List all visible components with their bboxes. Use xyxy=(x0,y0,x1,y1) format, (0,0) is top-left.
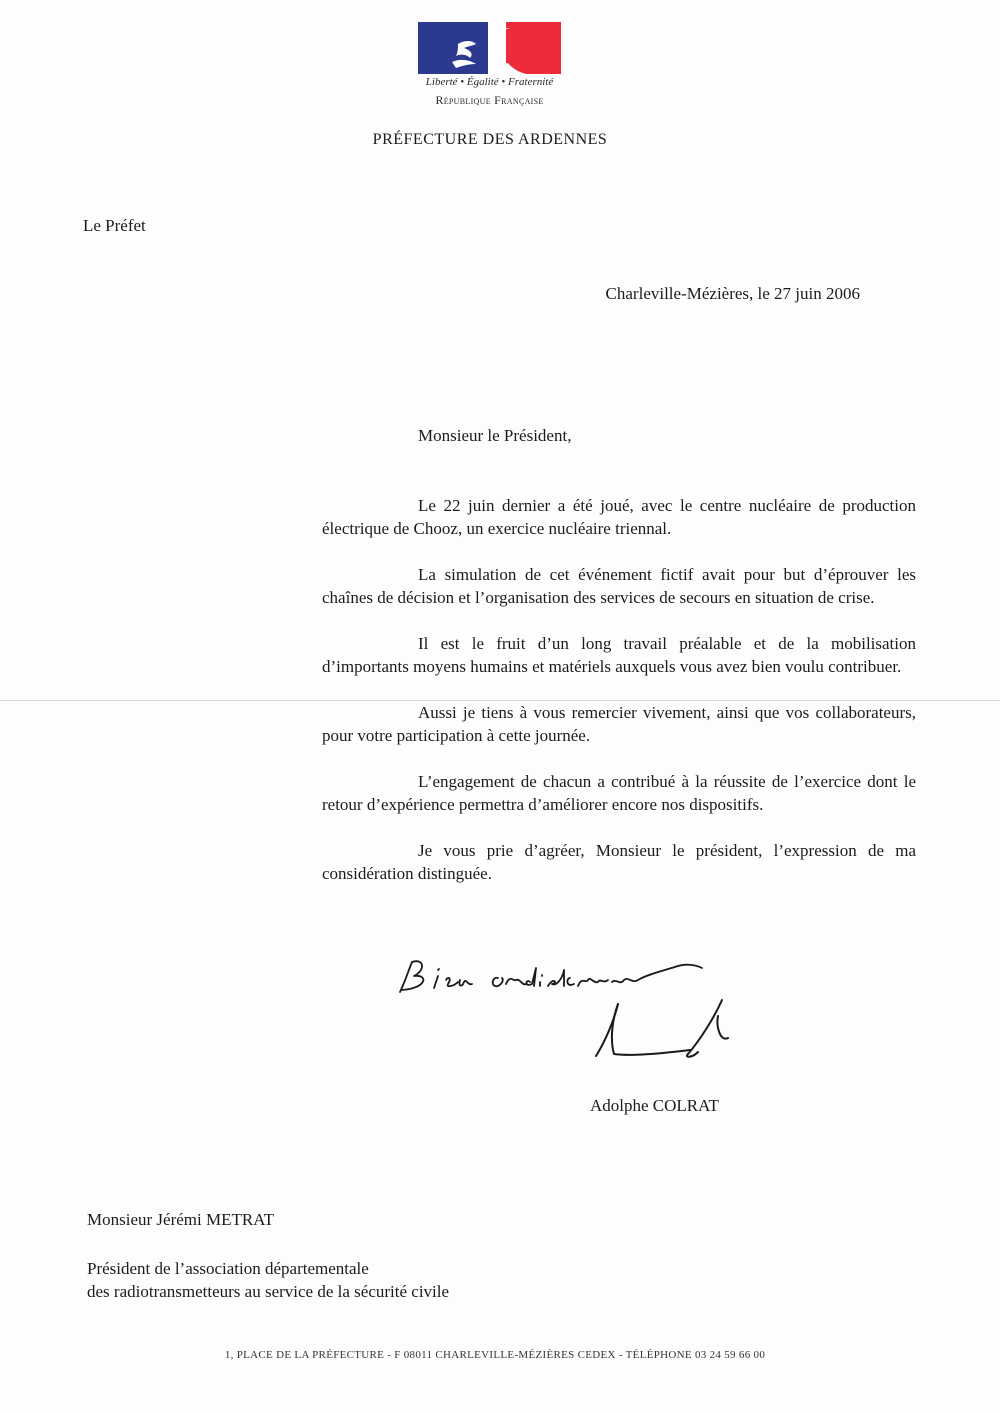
body-paragraph: Il est le fruit d’un long travail préalable et de la mobilisation d’importants moyens humains et matériels auxquels vous avez bien voulu contribuer. xyxy=(322,634,916,676)
motto: Liberté • Égalité • Fraternité xyxy=(425,76,554,88)
marianne-profile-icon xyxy=(418,22,561,74)
signer-name: Adolphe COLRAT xyxy=(590,1096,719,1115)
body-paragraph: Le 22 juin dernier a été joué, avec le centre nucléaire de production électrique de Chooz, un exercice nucléaire triennal. xyxy=(322,496,916,538)
footer-address: 1, PLACE DE LA PRÉFECTURE - F 08011 CHARLEVILLE-MÉZIÈRES CEDEX - TÉLÉPHONE 03 24 59 66 00 xyxy=(224,1349,766,1361)
recipient-title-line: des radiotransmetteurs au service de la sécurité civile xyxy=(87,1282,450,1301)
recipient-title xyxy=(87,1257,449,1303)
prefecture-heading: PRÉFECTURE DES ARDENNES xyxy=(372,131,608,148)
recipient-name: Monsieur Jérémi METRAT xyxy=(87,1210,274,1229)
letter-body xyxy=(322,494,916,908)
salutation: Monsieur le Président, xyxy=(418,426,572,445)
body-paragraph: Aussi je tiens à vous remercier vivement, ainsi que vos collaborateurs, pour votre participation à cette journée. xyxy=(322,703,916,745)
signature xyxy=(588,996,748,1068)
tricolor-flag xyxy=(418,22,561,74)
sender-title: Le Préfet xyxy=(83,216,146,235)
republic-name: République Française xyxy=(435,93,544,107)
date-line: Charleville-Mézières, le 27 juin 2006 xyxy=(605,284,860,303)
handwritten-closing xyxy=(398,956,708,998)
body-paragraph: L’engagement de chacun a contribué à la réussite de l’exercice dont le retour d’expérience permettra d’améliorer encore nos dispositifs. xyxy=(322,772,916,814)
body-paragraph: Je vous prie d’agréer, Monsieur le président, l’expression de ma considération distinguée. xyxy=(322,841,916,883)
marianne-logo xyxy=(418,22,564,112)
body-paragraph: La simulation de cet événement fictif avait pour but d’éprouver les chaînes de décision et l’organisation des services de secours en situation de crise. xyxy=(322,565,916,607)
recipient-title-line: Président de l’association départementale xyxy=(87,1259,369,1278)
